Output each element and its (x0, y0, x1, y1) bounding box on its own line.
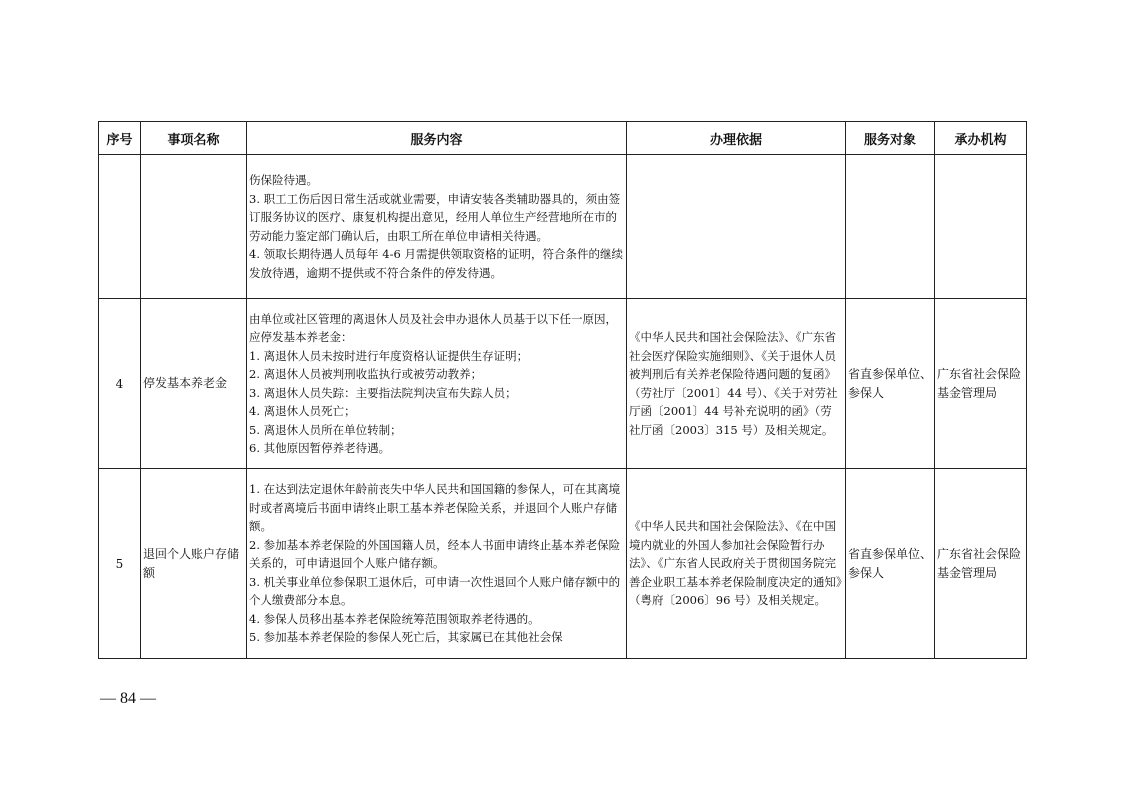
row-item-name: 停发基本养老金 (141, 299, 247, 469)
content-line: 由单位或社区管理的离退休人员及社会申办退休人员基于以下任一原因，应停发基本养老金： (249, 311, 617, 344)
row-service-target: 省直参保单位、参保人 (846, 469, 935, 659)
table-row (99, 299, 1027, 469)
row-organization (935, 155, 1027, 299)
content-line: 1. 离退休人员未按时进行年度资格认证提供生存证明； (249, 348, 529, 363)
content-line: 2. 参加基本养老保险的外国国籍人员，经本人书面申请终止基本养老保险关系的，可申请退回个人账户储存额。 (249, 537, 621, 571)
content-line: 伤保险待遇。 (249, 173, 318, 187)
table-row (99, 469, 1027, 659)
header-service-target: 服务对象 (846, 122, 935, 155)
row-organization: 广东省社会保险基金管理局 (935, 299, 1027, 469)
header-item-name: 事项名称 (141, 122, 247, 155)
table-header-row (99, 122, 1027, 155)
service-table (98, 121, 1027, 659)
content-line: 3. 机关事业单位参保职工退休后，可申请一次性退回个人账户储存额中的个人缴费部分本息。 (249, 574, 621, 608)
content-line: 6. 其他原因暂停养老待遇。 (249, 441, 391, 455)
row-item-name (141, 155, 247, 299)
row-service-target (846, 155, 935, 299)
content-line: 3. 职工工伤后因日常生活或就业需要，申请安装各类辅助器具的，须由签订服务协议的医疗、康复机构提出意见，经用人单位生产经营地所在市的劳动能力鉴定部门确认后，由职工所在单位申请相关待遇。 (249, 191, 621, 243)
row-legal-basis: 《中华人民共和国社会保险法》、《在中国境内就业的外国人参加社会保险暂行办法》、《广东省人民政府关于贯彻国务院完善企业职工基本养老保险制度决定的通知》（粤府〔2006〕96 号）及相关规定。 (627, 469, 846, 659)
row-seq: 5 (99, 469, 141, 659)
header-legal-basis: 办理依据 (627, 122, 846, 155)
row-legal-basis: 《中华人民共和国社会保险法》、《广东省社会医疗保险实施细则》、《关于退休人员被判刑后有关养老保险待遇问题的复函》（劳社厅〔2001〕44 号）、《关于对劳社厅函〔2001〕44 号补充说明的函》（劳社厅函〔2003〕315 号）及相关规定。 (627, 299, 846, 469)
content-line: 1. 在达到法定退休年龄前丧失中华人民共和国国籍的参保人，可在其离境时或者离境后书面申请终止职工基本养老保险关系，并退回个人账户存储额。 (249, 482, 621, 534)
content-line: 5. 离退休人员所在单位转制； (249, 422, 402, 437)
row-legal-basis (627, 155, 846, 299)
row-service-content (247, 155, 627, 299)
content-line: 3. 离退休人员失踪：主要指法院判决宣布失踪人员； (249, 385, 517, 400)
page-number: — 84 — (100, 690, 156, 707)
row-service-content (247, 299, 627, 469)
content-line: 2. 离退休人员被判刑收监执行或被劳动教养； (249, 367, 483, 381)
table-row (99, 155, 1027, 299)
row-service-target: 省直参保单位、参保人 (846, 299, 935, 469)
row-seq: 4 (99, 299, 141, 469)
header-service-content: 服务内容 (247, 122, 627, 155)
content-line: 4. 参保人员移出基本养老保险统筹范围领取养老待遇的。 (249, 611, 540, 626)
header-seq: 序号 (99, 122, 141, 155)
row-organization: 广东省社会保险基金管理局 (935, 469, 1027, 659)
content-line: 4. 领取长期待遇人员每年 4-6 月需提供领取资格的证明，符合条件的继续发放待遇，逾期不提供或不符合条件的停发待遇。 (249, 247, 623, 280)
header-organization: 承办机构 (935, 122, 1027, 155)
row-item-name: 退回个人账户存储额 (141, 469, 247, 659)
content-line: 5. 参加基本养老保险的参保人死亡后，其家属已在其他社会保 (249, 630, 563, 645)
row-seq (99, 155, 141, 299)
row-service-content (247, 469, 627, 659)
content-line: 4. 离退休人员死亡； (249, 404, 356, 418)
